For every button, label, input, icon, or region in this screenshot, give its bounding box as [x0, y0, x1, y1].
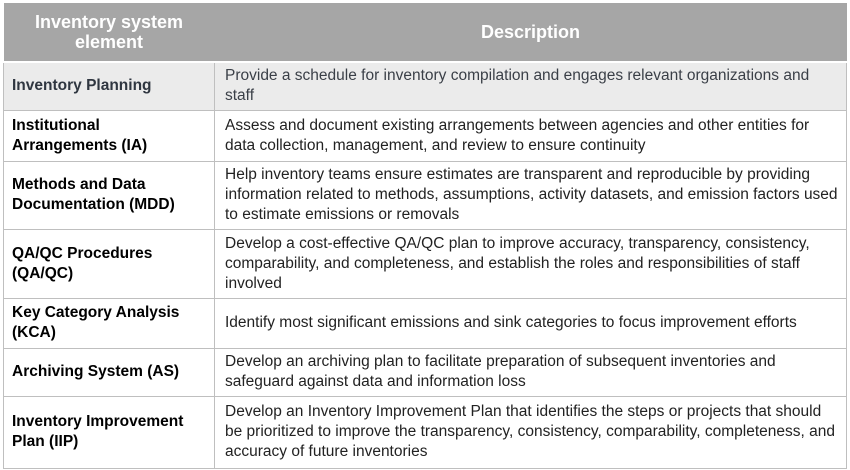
table-row: [4, 396, 847, 468]
row-description: Develop a cost-effective QA/QC plan to improve accuracy, transparency, consistency, comparability, and completeness, and establish the roles and responsibilities of staff involved: [215, 229, 847, 298]
table-header: [4, 3, 847, 62]
table-row: [4, 110, 847, 161]
header-element: Inventory system element: [4, 3, 215, 62]
table-row: [4, 348, 847, 396]
row-element: Inventory Improvement Plan (IIP): [4, 396, 215, 468]
row-element: Key Category Analysis (KCA): [4, 298, 215, 348]
row-description: Help inventory teams ensure estimates are transparent and reproducible by providing information related to methods, assumptions, activity datasets, and emission factors used to estimate emissions or removals: [215, 161, 847, 229]
row-element: Methods and Data Documentation (MDD): [4, 161, 215, 229]
table-row: [4, 62, 847, 110]
header-row: [4, 3, 847, 62]
row-element: Archiving System (AS): [4, 348, 215, 396]
row-element: Institutional Arrangements (IA): [4, 110, 215, 161]
inventory-system-table: [3, 3, 847, 469]
row-description: Provide a schedule for inventory compilation and engages relevant organizations and staff: [215, 62, 847, 110]
table-row: [4, 161, 847, 229]
row-element: QA/QC Procedures (QA/QC): [4, 229, 215, 298]
table-body: [4, 62, 847, 468]
header-description: Description: [215, 3, 847, 62]
row-description: Assess and document existing arrangements between agencies and other entities for data collection, management, and review to ensure continuity: [215, 110, 847, 161]
row-element: Inventory Planning: [4, 62, 215, 110]
table-row: [4, 298, 847, 348]
row-description: Identify most significant emissions and sink categories to focus improvement efforts: [215, 298, 847, 348]
row-description: Develop an Inventory Improvement Plan that identifies the steps or projects that should be prioritized to improve the transparency, consistency, comparability, completeness, and accuracy of future inventories: [215, 396, 847, 468]
row-description: Develop an archiving plan to facilitate preparation of subsequent inventories and safeguard against data and information loss: [215, 348, 847, 396]
table-row: [4, 229, 847, 298]
